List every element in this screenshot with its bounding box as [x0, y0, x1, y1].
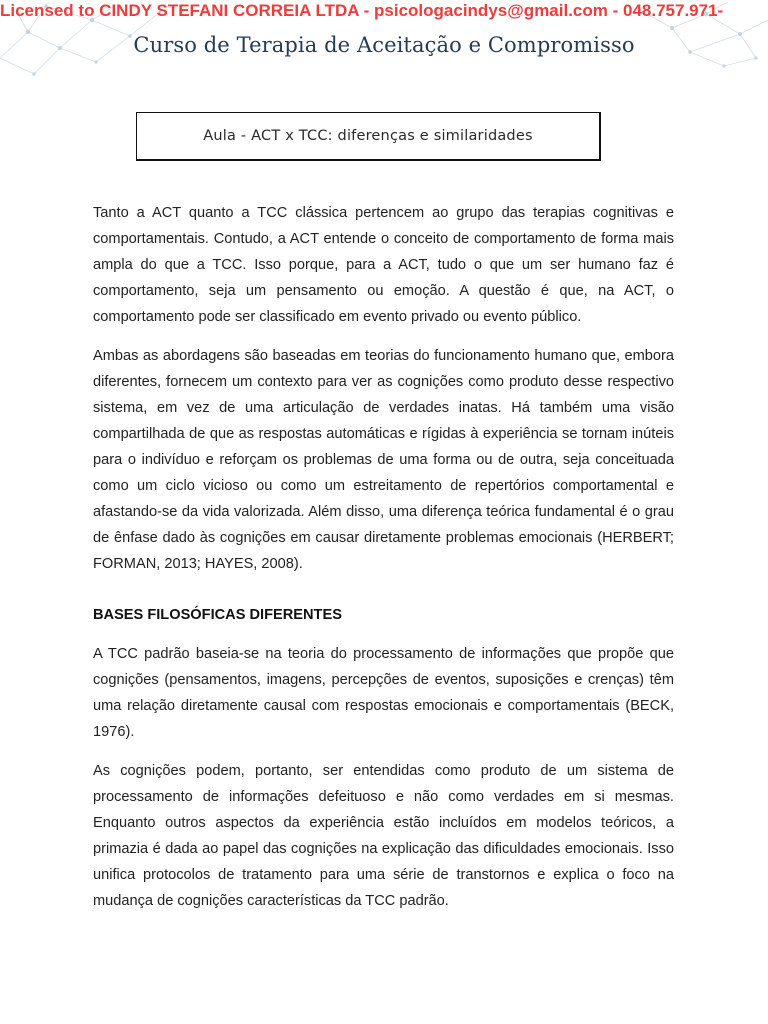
- paragraph: As cognições podem, portanto, ser entendidas como produto de um sistema de processamento de informações defeituoso e não como verdades em si mesmas. Enquanto outros aspectos da experiência estão incluídos em modelos teóricos, a primazia é dada ao papel das cognições na explicação das dificuldades emocionais. Isso unifica protocolos de tratamento para uma série de transtornos e explica o foco na mudança de cognições características da TCC padrão.: [93, 763, 674, 909]
- paragraph: Tanto a ACT quanto a TCC clássica pertencem ao grupo das terapias cognitivas e comportamentais. Contudo, a ACT entende o conceito de comportamento de forma mais ampla do que a TCC. Isso porque, para a ACT, tudo o que um ser humano faz é comportamento, seja um pensamento ou emoção. A questão é que, na ACT, o comportamento pode ser classificado em evento privado ou evento público.: [93, 205, 674, 325]
- license-watermark: Licensed to CINDY STEFANI CORREIA LTDA - psicologacindys@gmail.com - 048.757.971-: [0, 1, 724, 20]
- lesson-title: Aula - ACT x TCC: diferenças e similaridades: [203, 128, 533, 144]
- lesson-title-box: [136, 112, 601, 161]
- document-body: [93, 200, 674, 927]
- paragraph: Ambas as abordagens são baseadas em teorias do funcionamento humano que, embora diferentes, fornecem um contexto para ver as cognições como produto desse respectivo sistema, em vez de uma articulação de verdades inatas. Há também uma visão compartilhada de que as respostas automáticas e rígidas à experiência se tornam inúteis para o indivíduo e reforçam os problemas de uma forma ou de outra, seja conceituada como um ciclo vicioso ou como um estreitamento de repertórios comportamental e afastando-se da vida valorizada. Além disso, uma diferença teórica fundamental é o grau de ênfase dado às cognições em causar diretamente problemas emocionais (HERBERT; FORMAN, 2013; HAYES, 2008).: [93, 348, 674, 572]
- course-title: Curso de Terapia de Aceitação e Compromisso: [133, 33, 635, 57]
- paragraph: A TCC padrão baseia-se na teoria do processamento de informações que propõe que cognições (pensamentos, imagens, percepções de eventos, suposições e crenças) têm uma relação diretamente causal com respostas emocionais e comportamentais (BECK, 1976).: [93, 646, 674, 740]
- section-heading: BASES FILOSÓFICAS DIFERENTES: [93, 607, 342, 623]
